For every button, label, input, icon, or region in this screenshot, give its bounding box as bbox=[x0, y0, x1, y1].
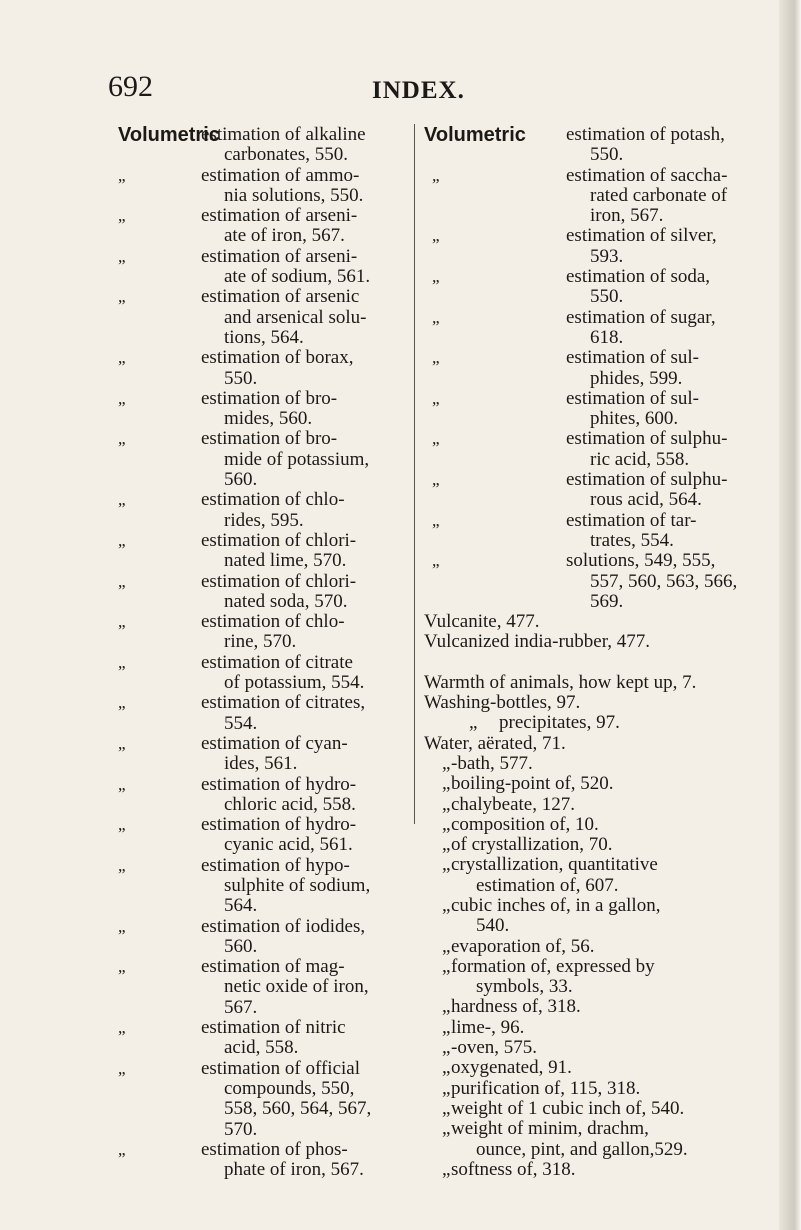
subentry-text: estimation of silver, bbox=[566, 225, 717, 247]
ditto-mark: „ bbox=[442, 1118, 451, 1140]
subentry-continuation: mides, 560. bbox=[224, 408, 313, 430]
subentry-continuation: rated carbonate of bbox=[590, 184, 728, 206]
subentry-continuation: mide of potassium, bbox=[224, 448, 370, 470]
ditto-mark: „ bbox=[432, 388, 440, 408]
ditto-mark: „ bbox=[442, 955, 451, 977]
subentry-text: estimation of phos- bbox=[201, 1138, 348, 1160]
index-line bbox=[424, 511, 799, 531]
subentry-text: hardness of, 318. bbox=[451, 996, 581, 1018]
ditto-mark: „ bbox=[118, 287, 126, 307]
index-line bbox=[424, 592, 799, 612]
index-line bbox=[118, 551, 410, 571]
index-line bbox=[424, 1058, 799, 1078]
subentry-continuation: netic oxide of iron, bbox=[224, 976, 369, 998]
index-line bbox=[118, 734, 410, 754]
subentry-continuation: nated lime, 570. bbox=[224, 550, 347, 572]
subentry-text: lime-, 96. bbox=[451, 1016, 525, 1038]
subentry-text: estimation of hypo- bbox=[201, 854, 350, 876]
index-line bbox=[118, 977, 410, 997]
index-line bbox=[118, 1059, 410, 1079]
index-line bbox=[118, 125, 410, 145]
index-line bbox=[118, 450, 410, 470]
subentry-text: estimation of official bbox=[201, 1057, 360, 1079]
index-line bbox=[424, 226, 799, 246]
subentry-continuation: rous acid, 564. bbox=[590, 489, 702, 511]
subentry-text: estimation of sul- bbox=[566, 347, 699, 369]
ditto-mark: „ bbox=[432, 307, 440, 327]
subentry-continuation: of potassium, 554. bbox=[224, 672, 365, 694]
subentry-continuation: symbols, 33. bbox=[476, 976, 573, 998]
ditto-mark: „ bbox=[442, 1057, 451, 1079]
subentry-continuation: 593. bbox=[590, 245, 624, 267]
ditto-mark: „ bbox=[442, 1158, 451, 1180]
subentry-continuation: trates, 554. bbox=[590, 529, 674, 551]
index-line bbox=[118, 145, 410, 165]
ditto-mark: „ bbox=[432, 226, 440, 246]
subentry-text: estimation of hydro- bbox=[201, 773, 357, 795]
index-line bbox=[424, 977, 799, 997]
index-line bbox=[118, 511, 410, 531]
subentry-continuation: rides, 595. bbox=[224, 509, 304, 531]
index-line bbox=[424, 855, 799, 875]
index-line bbox=[424, 490, 799, 510]
index-line bbox=[424, 916, 799, 936]
subentry-text: estimation of chlo- bbox=[201, 489, 345, 511]
subentry-text: estimation of tar- bbox=[566, 509, 697, 531]
subentry-text: estimation of ammo- bbox=[201, 164, 360, 186]
index-line bbox=[118, 632, 410, 652]
subentry-continuation: ate of iron, 567. bbox=[224, 225, 345, 247]
ditto-mark: „ bbox=[432, 267, 440, 287]
index-line bbox=[424, 1099, 799, 1119]
subentry-text: softness of, 318. bbox=[451, 1158, 576, 1180]
subentry-continuation: 560. bbox=[224, 935, 258, 957]
index-line bbox=[424, 551, 799, 571]
subentry-text: estimation of sugar, bbox=[566, 306, 716, 328]
index-line bbox=[424, 308, 799, 328]
subentry-continuation: rine, 570. bbox=[224, 631, 297, 653]
index-line bbox=[118, 1120, 410, 1140]
index-line bbox=[424, 835, 799, 855]
subentry-continuation: carbonates, 550. bbox=[224, 144, 348, 166]
index-line bbox=[424, 348, 799, 368]
subentry-text: estimation of nitric bbox=[201, 1017, 346, 1039]
index-line bbox=[118, 267, 410, 287]
subentry-text: estimation of bro- bbox=[201, 387, 338, 409]
index-line bbox=[118, 369, 410, 389]
ditto-mark: „ bbox=[442, 854, 451, 876]
index-line bbox=[118, 206, 410, 226]
ditto-mark: „ bbox=[442, 894, 451, 916]
index-line bbox=[118, 1160, 410, 1180]
index-line bbox=[118, 673, 410, 693]
subentry-continuation: tions, 564. bbox=[224, 326, 304, 348]
ditto-mark: „ bbox=[442, 793, 451, 815]
index-line bbox=[424, 693, 799, 713]
subentry-text: evaporation of, 56. bbox=[451, 935, 595, 957]
ditto-mark: „ bbox=[118, 348, 126, 368]
index-line bbox=[118, 1018, 410, 1038]
subentry-text: -oven, 575. bbox=[451, 1037, 538, 1059]
subentry-continuation: phides, 599. bbox=[590, 367, 683, 389]
index-line bbox=[118, 1038, 410, 1058]
index-line bbox=[118, 896, 410, 916]
index-line bbox=[118, 247, 410, 267]
subentry-continuation: phites, 600. bbox=[590, 408, 679, 430]
index-line bbox=[424, 287, 799, 307]
subentry-text: weight of minim, drachm, bbox=[451, 1118, 649, 1140]
index-line bbox=[118, 287, 410, 307]
index-entry: Warmth of animals, how kept up, 7. bbox=[424, 671, 697, 693]
subentry-continuation: 550. bbox=[224, 367, 258, 389]
ditto-mark: „ bbox=[118, 1139, 126, 1159]
index-line bbox=[118, 226, 410, 246]
subentry-text: -bath, 577. bbox=[451, 752, 533, 774]
subentry-continuation: phate of iron, 567. bbox=[224, 1159, 364, 1181]
subentry-text: estimation of arseni- bbox=[201, 205, 358, 227]
subentry-continuation: 540. bbox=[476, 915, 510, 937]
index-line bbox=[424, 470, 799, 490]
index-line bbox=[118, 693, 410, 713]
subentry-text: precipitates, 97. bbox=[499, 712, 620, 734]
subentry-text: estimation of sulphu- bbox=[566, 428, 728, 450]
index-line bbox=[424, 734, 799, 754]
index-line bbox=[118, 917, 410, 937]
subentry-continuation: compounds, 550, bbox=[224, 1077, 355, 1099]
subentry-text: estimation of chlori- bbox=[201, 529, 357, 551]
subentry-text: purification of, 115, 318. bbox=[451, 1077, 641, 1099]
index-line bbox=[118, 1099, 410, 1119]
index-entry: Water, aërated, 71. bbox=[424, 732, 566, 754]
index-line bbox=[118, 937, 410, 957]
subentry-continuation: sulphite of sodium, bbox=[224, 874, 371, 896]
subentry-text: estimation of arsenic bbox=[201, 286, 360, 308]
right-column bbox=[424, 125, 799, 1180]
subentry-continuation: 550. bbox=[590, 144, 624, 166]
index-entry: Vulcanite, 477. bbox=[424, 611, 540, 633]
index-line bbox=[424, 795, 799, 815]
ditto-mark: „ bbox=[118, 1018, 126, 1038]
subentry-text: cubic inches of, in a gallon, bbox=[451, 894, 661, 916]
index-line bbox=[118, 835, 410, 855]
subentry-continuation: 560. bbox=[224, 469, 258, 491]
index-line bbox=[424, 531, 799, 551]
index-line bbox=[118, 815, 410, 835]
index-line bbox=[118, 186, 410, 206]
subentry-text: estimation of potash, bbox=[566, 124, 725, 145]
index-line bbox=[424, 328, 799, 348]
index-line bbox=[424, 369, 799, 389]
index-line bbox=[118, 998, 410, 1018]
ditto-mark: „ bbox=[469, 712, 478, 734]
ditto-mark: „ bbox=[118, 612, 126, 632]
subentry-text: estimation of citrates, bbox=[201, 692, 366, 714]
subentry-text: oxygenated, 91. bbox=[451, 1057, 572, 1079]
subentry-text: weight of 1 cubic inch of, 540. bbox=[451, 1097, 685, 1119]
ditto-mark: „ bbox=[442, 773, 451, 795]
subentry-continuation: nia solutions, 550. bbox=[224, 184, 364, 206]
subentry-text: estimation of borax, bbox=[201, 347, 354, 369]
subentry-text: of crystallization, 70. bbox=[451, 834, 613, 856]
index-entry: Washing-bottles, 97. bbox=[424, 692, 581, 714]
ditto-mark: „ bbox=[442, 1016, 451, 1038]
subentry-text: solutions, 549, 555, bbox=[566, 550, 716, 572]
subentry-text: estimation of alkaline bbox=[201, 124, 366, 145]
subentry-continuation: 567. bbox=[224, 996, 258, 1018]
index-line bbox=[118, 612, 410, 632]
subentry-continuation: cyanic acid, 561. bbox=[224, 834, 353, 856]
index-line bbox=[118, 876, 410, 896]
index-line bbox=[424, 1140, 799, 1160]
subentry-text: estimation of cyan- bbox=[201, 732, 348, 754]
subentry-continuation: 558, 560, 564, 567, bbox=[224, 1098, 372, 1120]
ditto-mark: „ bbox=[442, 1037, 451, 1059]
subentry-continuation: ounce, pint, and gallon,529. bbox=[476, 1138, 688, 1160]
ditto-mark: „ bbox=[432, 165, 440, 185]
subentry-continuation: and arsenical solu- bbox=[224, 306, 367, 328]
subentry-continuation: chloric acid, 558. bbox=[224, 793, 356, 815]
ditto-mark: „ bbox=[118, 774, 126, 794]
index-line bbox=[118, 592, 410, 612]
index-line bbox=[424, 876, 799, 896]
subentry-text: estimation of chlo- bbox=[201, 611, 345, 633]
index-line bbox=[424, 429, 799, 449]
ditto-mark: „ bbox=[118, 206, 126, 226]
index-line bbox=[118, 308, 410, 328]
index-line bbox=[118, 389, 410, 409]
ditto-mark: „ bbox=[118, 815, 126, 835]
index-line bbox=[424, 125, 799, 145]
subentry-text: estimation of sulphu- bbox=[566, 469, 728, 491]
ditto-mark: „ bbox=[442, 834, 451, 856]
index-line bbox=[424, 1119, 799, 1139]
subentry-continuation: estimation of, 607. bbox=[476, 874, 619, 896]
index-line bbox=[424, 1079, 799, 1099]
entry-heading: Volumetric bbox=[424, 124, 526, 146]
index-line bbox=[118, 490, 410, 510]
index-line bbox=[424, 450, 799, 470]
subentry-continuation: ric acid, 558. bbox=[590, 448, 690, 470]
index-line bbox=[118, 775, 410, 795]
subentry-continuation: nated soda, 570. bbox=[224, 590, 348, 612]
subentry-text: formation of, expressed by bbox=[451, 955, 655, 977]
left-column bbox=[118, 125, 410, 1180]
ditto-mark: „ bbox=[118, 490, 126, 510]
ditto-mark: „ bbox=[118, 165, 126, 185]
index-line bbox=[118, 531, 410, 551]
subentry-continuation: 554. bbox=[224, 712, 258, 734]
ditto-mark: „ bbox=[118, 429, 126, 449]
ditto-mark: „ bbox=[118, 388, 126, 408]
ditto-mark: „ bbox=[118, 246, 126, 266]
subentry-text: estimation of soda, bbox=[566, 266, 711, 288]
index-line bbox=[424, 166, 799, 186]
index-line bbox=[118, 957, 410, 977]
ditto-mark: „ bbox=[442, 996, 451, 1018]
index-line bbox=[424, 389, 799, 409]
index-line bbox=[424, 1038, 799, 1058]
subentry-text: composition of, 10. bbox=[451, 813, 599, 835]
subentry-continuation: acid, 558. bbox=[224, 1037, 299, 1059]
subentry-text: estimation of mag- bbox=[201, 956, 345, 978]
ditto-mark: „ bbox=[432, 470, 440, 490]
ditto-mark: „ bbox=[118, 530, 126, 550]
ditto-mark: „ bbox=[118, 916, 126, 936]
index-line bbox=[424, 267, 799, 287]
ditto-mark: „ bbox=[118, 693, 126, 713]
subentry-text: chalybeate, 127. bbox=[451, 793, 575, 815]
ditto-mark: „ bbox=[442, 813, 451, 835]
index-line bbox=[424, 409, 799, 429]
subentry-text: crystallization, quantitative bbox=[451, 854, 658, 876]
index-line bbox=[424, 937, 799, 957]
page-title: INDEX. bbox=[372, 77, 465, 104]
subentry-text: estimation of chlori- bbox=[201, 570, 357, 592]
page-number: 692 bbox=[108, 70, 153, 103]
index-line bbox=[424, 713, 799, 733]
subentry-continuation: iron, 567. bbox=[590, 205, 664, 227]
ditto-mark: „ bbox=[442, 935, 451, 957]
subentry-text: estimation of sul- bbox=[566, 387, 699, 409]
index-line bbox=[424, 815, 799, 835]
section-gap bbox=[424, 653, 799, 673]
index-line bbox=[424, 754, 799, 774]
subentry-text: estimation of hydro- bbox=[201, 814, 357, 836]
index-line bbox=[424, 1160, 799, 1180]
ditto-mark: „ bbox=[432, 510, 440, 530]
index-line bbox=[118, 1140, 410, 1160]
ditto-mark: „ bbox=[118, 855, 126, 875]
index-line bbox=[118, 409, 410, 429]
index-line bbox=[118, 572, 410, 592]
subentry-continuation: ides, 561. bbox=[224, 753, 298, 775]
entry-heading: Volumetric bbox=[118, 124, 220, 146]
index-entry: Vulcanized india-rubber, 477. bbox=[424, 631, 651, 653]
ditto-mark: „ bbox=[442, 752, 451, 774]
ditto-mark: „ bbox=[432, 429, 440, 449]
subentry-continuation: 618. bbox=[590, 326, 624, 348]
ditto-mark: „ bbox=[432, 551, 440, 571]
ditto-mark: „ bbox=[118, 571, 126, 591]
ditto-mark: „ bbox=[442, 1097, 451, 1119]
subentry-continuation: 569. bbox=[590, 590, 624, 612]
subentry-continuation: ate of sodium, 561. bbox=[224, 266, 371, 288]
ditto-mark: „ bbox=[118, 1058, 126, 1078]
index-line bbox=[424, 145, 799, 165]
ditto-mark: „ bbox=[118, 957, 126, 977]
index-line bbox=[118, 795, 410, 815]
subentry-text: boiling-point of, 520. bbox=[451, 773, 614, 795]
subentry-text: estimation of iodides, bbox=[201, 915, 366, 937]
index-line bbox=[424, 673, 799, 693]
index-line bbox=[118, 166, 410, 186]
subentry-continuation: 564. bbox=[224, 895, 258, 917]
index-line bbox=[424, 612, 799, 632]
ditto-mark: „ bbox=[118, 733, 126, 753]
column-divider bbox=[414, 124, 415, 824]
subentry-continuation: 550. bbox=[590, 286, 624, 308]
ditto-mark: „ bbox=[118, 652, 126, 672]
index-line bbox=[118, 754, 410, 774]
subentry-text: estimation of arseni- bbox=[201, 245, 358, 267]
index-line bbox=[424, 186, 799, 206]
index-line bbox=[424, 957, 799, 977]
ditto-mark: „ bbox=[442, 1077, 451, 1099]
index-line bbox=[424, 1018, 799, 1038]
index-line bbox=[118, 348, 410, 368]
index-line bbox=[118, 1079, 410, 1099]
subentry-text: estimation of saccha- bbox=[566, 164, 728, 186]
index-line bbox=[424, 997, 799, 1017]
subentry-text: estimation of citrate bbox=[201, 651, 353, 673]
index-line bbox=[424, 632, 799, 652]
index-line bbox=[118, 470, 410, 490]
index-line bbox=[118, 429, 410, 449]
index-line bbox=[424, 206, 799, 226]
subentry-text: estimation of bro- bbox=[201, 428, 338, 450]
index-line bbox=[118, 653, 410, 673]
subentry-continuation: 570. bbox=[224, 1118, 258, 1140]
index-line bbox=[424, 896, 799, 916]
index-line bbox=[118, 856, 410, 876]
subentry-continuation: 557, 560, 563, 566, bbox=[590, 570, 738, 592]
index-line bbox=[424, 572, 799, 592]
index-line bbox=[424, 774, 799, 794]
index-line bbox=[118, 328, 410, 348]
index-line bbox=[424, 247, 799, 267]
ditto-mark: „ bbox=[432, 348, 440, 368]
index-line bbox=[118, 714, 410, 734]
